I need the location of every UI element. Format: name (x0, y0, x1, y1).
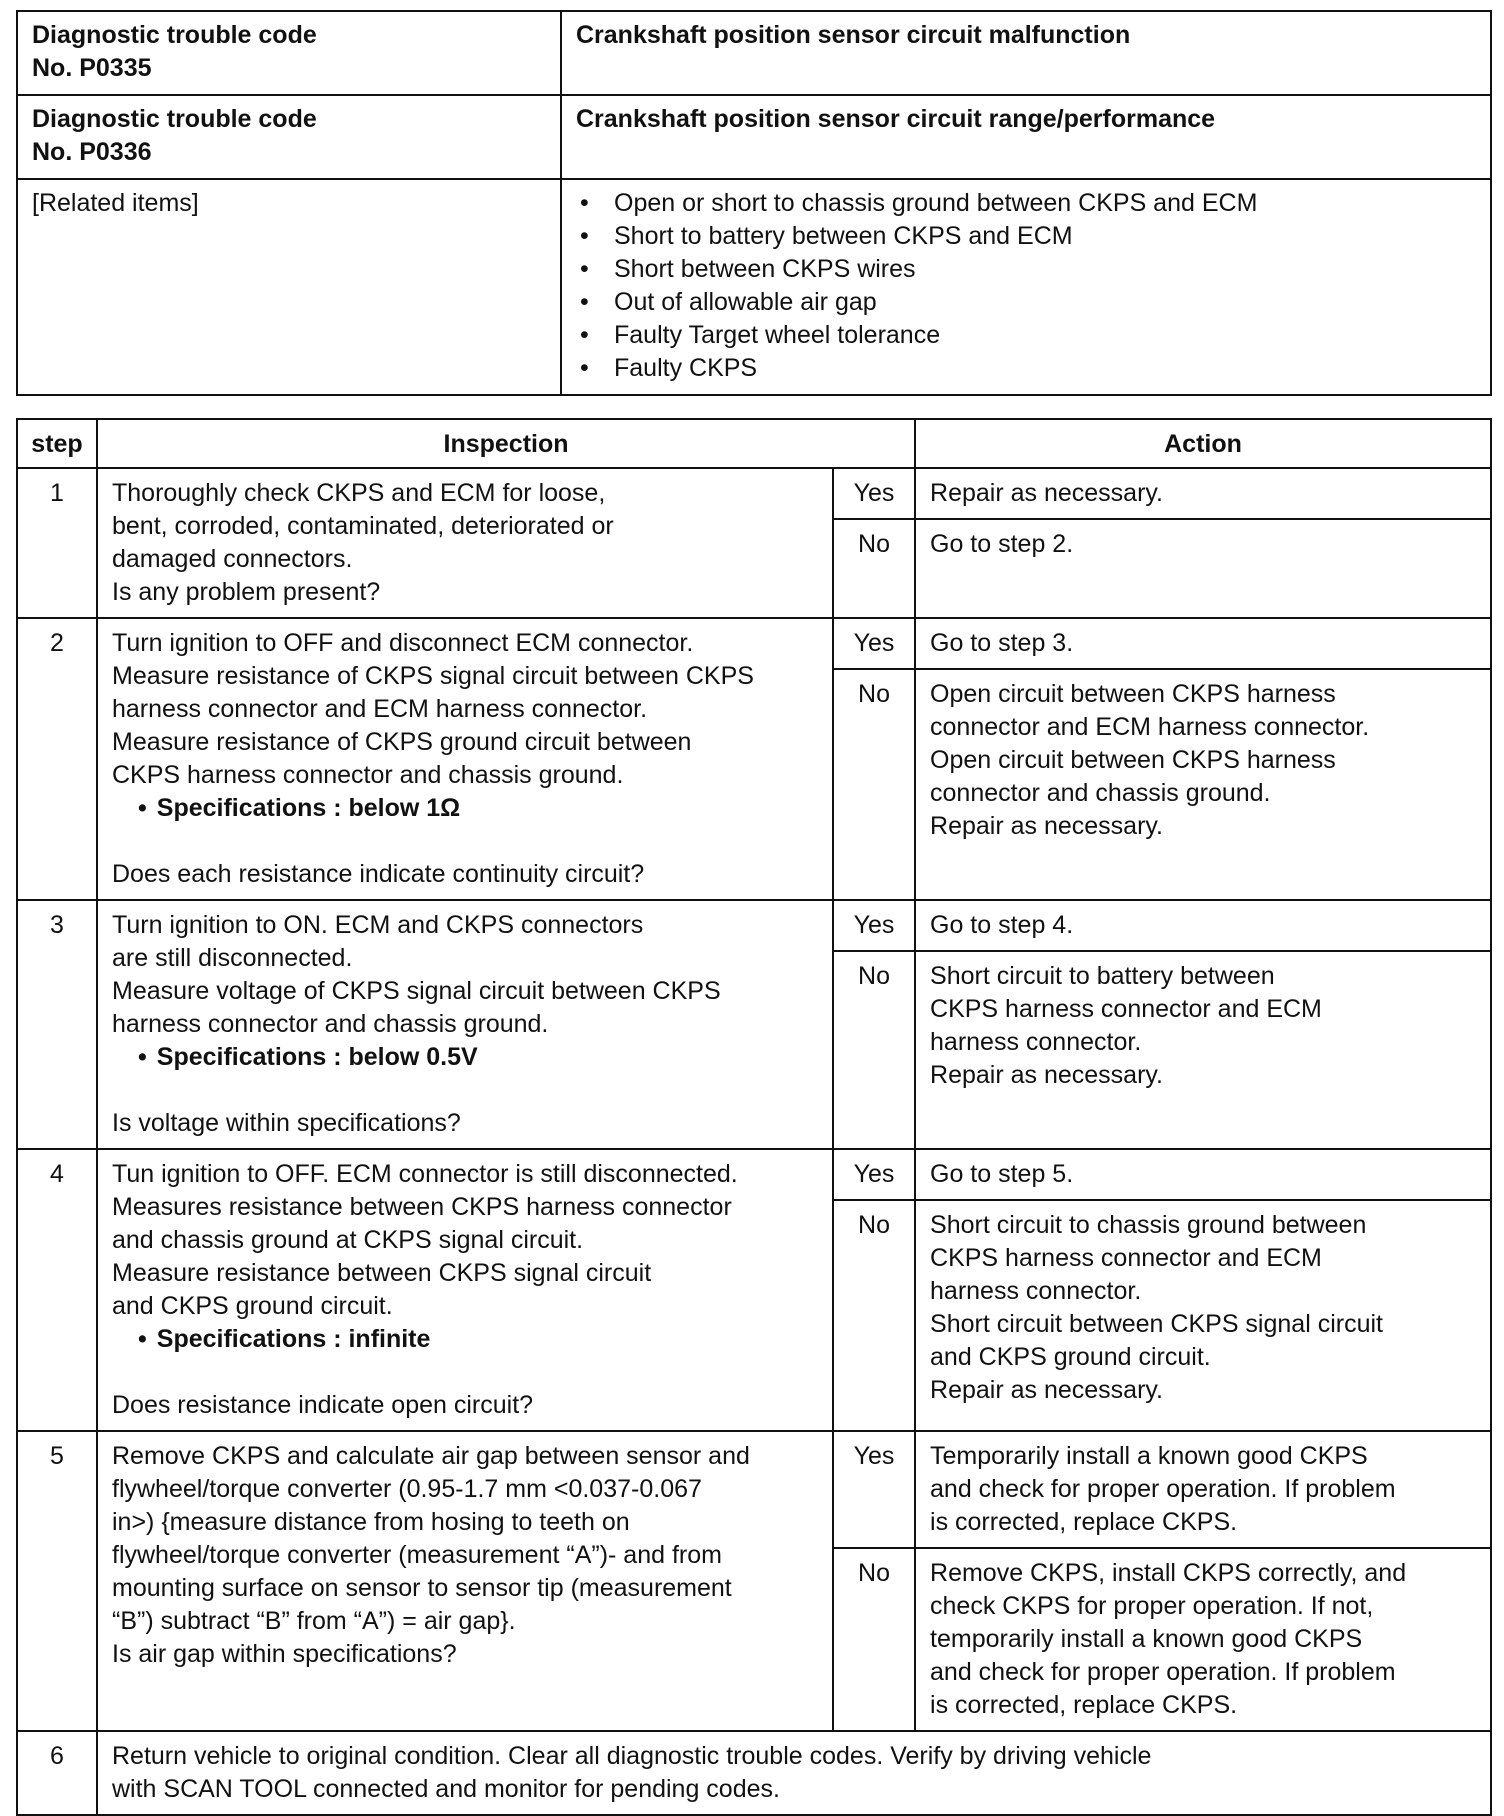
yes-action (915, 468, 1491, 519)
inspection-line: Measure resistance of CKPS signal circuit between CKPS (112, 662, 754, 690)
no-label: No (833, 1548, 915, 1731)
inspection-line: damaged connectors. (112, 545, 353, 573)
action-line: Short circuit to chassis ground between (930, 1211, 1367, 1239)
dtc-code-cell (17, 95, 561, 179)
specification: • Specifications : infinite (112, 1323, 818, 1356)
step-row (17, 468, 1491, 519)
no-action (915, 519, 1491, 618)
inspection-cell (97, 1431, 833, 1731)
inspection-line: bent, corroded, contaminated, deteriorated or (112, 512, 614, 540)
inspection-line: “B”) subtract “B” from “A”) = air gap}. (112, 1607, 516, 1635)
inspection-cell (97, 468, 833, 618)
action-line: Short circuit to battery between (930, 962, 1275, 990)
dtc-description: Crankshaft position sensor circuit malfunction (561, 11, 1491, 95)
inspection-line: Turn ignition to OFF and disconnect ECM connector. (112, 629, 694, 657)
related-item: • Faulty CKPS (604, 352, 1476, 385)
inspection-line: and chassis ground at CKPS signal circuit. (112, 1226, 584, 1254)
inspection-line: Measure voltage of CKPS signal circuit between CKPS (112, 977, 721, 1005)
action-line: harness connector. (930, 1028, 1142, 1056)
dtc-header-table (16, 10, 1492, 396)
step-number: 5 (17, 1431, 97, 1731)
action-line: connector and ECM harness connector. (930, 713, 1370, 741)
inspection-line: harness connector and chassis ground. (112, 1010, 549, 1038)
dtc-row (17, 11, 1491, 95)
inspection-line: mounting surface on sensor to sensor tip (measurement (112, 1574, 732, 1602)
no-label: No (833, 1200, 915, 1431)
yes-label: Yes (833, 618, 915, 669)
related-item: • Open or short to chassis ground between CKPS and ECM (604, 187, 1476, 220)
action-line: Repair as necessary. (930, 1061, 1163, 1089)
header-inspection: Inspection (97, 419, 915, 468)
final-step-text (97, 1731, 1491, 1815)
step-row (17, 900, 1491, 951)
specification: • Specifications : below 0.5V (112, 1041, 818, 1074)
inspection-line: Tun ignition to OFF. ECM connector is still disconnected. (112, 1160, 738, 1188)
action-line: temporarily install a known good CKPS (930, 1625, 1363, 1653)
inspection-line: Remove CKPS and calculate air gap between sensor and (112, 1442, 750, 1470)
action-line: is corrected, replace CKPS. (930, 1691, 1238, 1719)
spacer (112, 1356, 818, 1389)
inspection-cell (97, 618, 833, 900)
inspection-line: CKPS harness connector and chassis ground. (112, 761, 624, 789)
no-action (915, 669, 1491, 900)
yes-label: Yes (833, 900, 915, 951)
action-line: Temporarily install a known good CKPS (930, 1442, 1368, 1470)
action-line: check CKPS for proper operation. If not, (930, 1592, 1374, 1620)
final-step-row (17, 1731, 1491, 1815)
no-label: No (833, 519, 915, 618)
related-items-list (576, 187, 1476, 385)
action-line: Repair as necessary. (930, 812, 1163, 840)
related-item: • Out of allowable air gap (604, 286, 1476, 319)
yes-action (915, 618, 1491, 669)
yes-action (915, 900, 1491, 951)
related-item: • Short between CKPS wires (604, 253, 1476, 286)
action-line: and check for proper operation. If problem (930, 1475, 1396, 1503)
action-line: Go to step 2. (930, 530, 1074, 558)
inspection-line: flywheel/torque converter (measurement “A”)- and from (112, 1541, 722, 1569)
dtc-code-number: No. P0336 (32, 138, 152, 166)
inspection-cell (97, 1149, 833, 1431)
action-line: Go to step 3. (930, 629, 1074, 657)
header-step: step (17, 419, 97, 468)
final-line: Return vehicle to original condition. Clear all diagnostic trouble codes. Verify by driving vehicle (112, 1742, 1152, 1770)
related-item: • Short to battery between CKPS and ECM (604, 220, 1476, 253)
step-number: 4 (17, 1149, 97, 1431)
no-action (915, 1548, 1491, 1731)
related-items-cell (561, 179, 1491, 395)
dtc-code-cell (17, 11, 561, 95)
action-line: Repair as necessary. (930, 1376, 1163, 1404)
procedure-table (16, 418, 1492, 1816)
action-line: Remove CKPS, install CKPS correctly, and (930, 1559, 1407, 1587)
step-number: 6 (17, 1731, 97, 1815)
no-label: No (833, 951, 915, 1149)
inspection-line: Thoroughly check CKPS and ECM for loose, (112, 479, 606, 507)
inspection-line: and CKPS ground circuit. (112, 1292, 393, 1320)
yes-label: Yes (833, 468, 915, 519)
step-row (17, 1431, 1491, 1548)
inspection-question: Does each resistance indicate continuity circuit? (112, 860, 645, 888)
spacer (112, 1074, 818, 1107)
inspection-line: flywheel/torque converter (0.95-1.7 mm <0.037-0.067 (112, 1475, 702, 1503)
action-line: harness connector. (930, 1277, 1142, 1305)
dtc-row (17, 95, 1491, 179)
action-line: and check for proper operation. If problem (930, 1658, 1396, 1686)
step-number: 3 (17, 900, 97, 1149)
dtc-header-body (17, 11, 1491, 395)
dtc-code-label: Diagnostic trouble code (32, 21, 317, 49)
no-action (915, 1200, 1491, 1431)
specification: • Specifications : below 1Ω (112, 792, 818, 825)
related-item: • Faulty Target wheel tolerance (604, 319, 1476, 352)
no-label: No (833, 669, 915, 900)
inspection-line: Measure resistance of CKPS ground circuit between (112, 728, 692, 756)
final-line: with SCAN TOOL connected and monitor for pending codes. (112, 1775, 780, 1803)
inspection-line: in>) {measure distance from hosing to teeth on (112, 1508, 630, 1536)
step-number: 1 (17, 468, 97, 618)
action-line: Go to step 5. (930, 1160, 1074, 1188)
dtc-description: Crankshaft position sensor circuit range/performance (561, 95, 1491, 179)
action-line: Go to step 4. (930, 911, 1074, 939)
action-line: Short circuit between CKPS signal circuit (930, 1310, 1383, 1338)
yes-label: Yes (833, 1149, 915, 1200)
procedure-header-row (17, 419, 1491, 468)
inspection-line: Is any problem present? (112, 578, 381, 606)
action-line: CKPS harness connector and ECM (930, 995, 1322, 1023)
inspection-line: Is air gap within specifications? (112, 1640, 457, 1668)
procedure-body (17, 468, 1491, 1815)
step-row (17, 618, 1491, 669)
action-line: Repair as necessary. (930, 479, 1163, 507)
action-line: is corrected, replace CKPS. (930, 1508, 1238, 1536)
inspection-question: Does resistance indicate open circuit? (112, 1391, 534, 1419)
inspection-line: Turn ignition to ON. ECM and CKPS connectors (112, 911, 644, 939)
inspection-line: are still disconnected. (112, 944, 353, 972)
inspection-cell (97, 900, 833, 1149)
inspection-line: Measures resistance between CKPS harness connector (112, 1193, 732, 1221)
dtc-code-label: Diagnostic trouble code (32, 105, 317, 133)
dtc-code-number: No. P0335 (32, 54, 152, 82)
yes-label: Yes (833, 1431, 915, 1548)
yes-action (915, 1149, 1491, 1200)
related-items-label: [Related items] (17, 179, 561, 395)
yes-action (915, 1431, 1491, 1548)
action-line: connector and chassis ground. (930, 779, 1271, 807)
inspection-line: Measure resistance between CKPS signal circuit (112, 1259, 652, 1287)
action-line: and CKPS ground circuit. (930, 1343, 1211, 1371)
action-line: Open circuit between CKPS harness (930, 680, 1336, 708)
inspection-question: Is voltage within specifications? (112, 1109, 461, 1137)
related-items-row (17, 179, 1491, 395)
step-number: 2 (17, 618, 97, 900)
inspection-line: harness connector and ECM harness connector. (112, 695, 648, 723)
action-line: Open circuit between CKPS harness (930, 746, 1336, 774)
step-row (17, 1149, 1491, 1200)
header-action: Action (915, 419, 1491, 468)
no-action (915, 951, 1491, 1149)
spacer (112, 825, 818, 858)
action-line: CKPS harness connector and ECM (930, 1244, 1322, 1272)
